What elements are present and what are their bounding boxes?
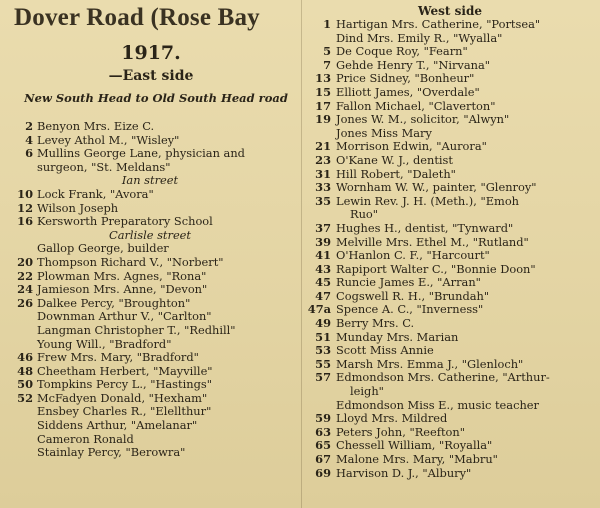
house-number: 16: [17, 215, 33, 229]
house-number: 49: [315, 317, 331, 331]
house-number: 39: [315, 235, 331, 249]
house-number: 31: [315, 167, 331, 181]
directory-entry: [0, 365, 300, 379]
resident-text: Jones W. M., solicitor, "Alwyn": [336, 113, 510, 127]
directory-entry: [0, 324, 300, 338]
directory-entry: [302, 236, 598, 250]
resident-text: Cameron Ronald: [37, 432, 134, 446]
directory-entry: [0, 188, 300, 202]
resident-text: Hartigan Mrs. Catherine, "Portsea": [336, 18, 541, 31]
directory-entry: [0, 392, 300, 406]
resident-text: O'Hanlon C. F., "Harcourt": [336, 249, 490, 263]
directory-entry: [0, 120, 300, 134]
resident-text: Levey Athol M., "Wisley": [37, 133, 180, 147]
house-number: 24: [17, 283, 33, 297]
directory-entry: [302, 385, 598, 399]
directory-entry: [0, 405, 300, 419]
directory-entry: [302, 276, 598, 290]
resident-text: Cheetham Herbert, "Mayville": [37, 364, 213, 378]
directory-entry: [302, 154, 598, 168]
west-side-entries: [302, 18, 598, 480]
resident-text: Malone Mrs. Mary, "Mabru": [336, 453, 498, 466]
house-number: 12: [17, 201, 33, 215]
resident-text: O'Kane W. J., dentist: [336, 153, 453, 167]
resident-text: surgeon, "St. Meldans": [37, 160, 171, 174]
resident-text: Gallop George, builder: [37, 242, 169, 256]
resident-text: Jones Miss Mary: [336, 126, 432, 140]
directory-entry: [302, 467, 598, 481]
resident-text: De Coque Roy, "Fearn": [336, 45, 468, 59]
resident-text: Frew Mrs. Mary, "Bradford": [37, 351, 199, 365]
resident-text: Edmondson Miss E., music teacher: [336, 398, 539, 412]
house-number: 67: [315, 453, 331, 466]
directory-entry: [302, 140, 598, 154]
west-side-heading: West side: [418, 4, 482, 18]
house-number: 37: [315, 221, 331, 235]
resident-text: Thompson Richard V., "Norbert": [37, 255, 224, 269]
directory-entry: [0, 147, 300, 161]
house-number: 15: [315, 85, 331, 99]
resident-text: Cogswell R. H., "Brundah": [336, 289, 490, 303]
directory-entry: [302, 426, 598, 440]
house-number: 4: [25, 133, 33, 147]
resident-text: Price Sidney, "Bonheur": [336, 72, 475, 86]
directory-year: 1917.: [121, 42, 181, 64]
resident-text: Edmondson Mrs. Catherine, "Arthur-: [336, 371, 550, 385]
resident-text: Dalkee Percy, "Broughton": [37, 296, 191, 310]
resident-text: Dind Mrs. Emily R., "Wyalla": [336, 31, 503, 45]
directory-entry: [302, 290, 598, 304]
house-number: 13: [315, 72, 331, 86]
resident-text: Young Will., "Bradford": [37, 337, 172, 351]
house-number: 43: [315, 262, 331, 276]
directory-entry: [302, 195, 598, 209]
directory-entry: [302, 453, 598, 467]
directory-entry: [302, 439, 598, 453]
resident-text: Lloyd Mrs. Mildred: [336, 412, 448, 426]
directory-entry: [302, 113, 598, 127]
street-title: Dover Road (Rose Bay: [14, 4, 260, 31]
house-number: 47: [315, 289, 331, 303]
resident-text: Rapiport Walter C., "Bonnie Doon": [336, 262, 536, 276]
house-number: 21: [315, 140, 331, 154]
house-number: 1: [323, 18, 331, 31]
resident-text: Scott Miss Annie: [336, 344, 434, 358]
directory-entry: [302, 371, 598, 385]
cross-street-label: Ian street: [121, 173, 179, 188]
directory-entry: [0, 256, 300, 270]
house-number: 52: [17, 391, 33, 405]
resident-text: Siddens Arthur, "Amelanar": [37, 419, 198, 433]
resident-text: Wilson Joseph: [37, 201, 119, 215]
directory-entry: [302, 222, 598, 236]
house-number: 23: [315, 153, 331, 167]
house-number: 69: [315, 466, 331, 480]
house-number: 6: [25, 147, 33, 161]
house-number: 53: [315, 344, 331, 358]
resident-text: Kersworth Preparatory School: [37, 215, 213, 229]
directory-entry: [302, 249, 598, 263]
east-side-heading: —East side: [108, 68, 194, 84]
cross-street-label: Carlisle street: [108, 227, 191, 242]
directory-entry: [302, 303, 598, 317]
house-number: 45: [315, 276, 331, 290]
directory-entry: [302, 86, 598, 100]
directory-entry: [302, 168, 598, 182]
resident-text: Gehde Henry T., "Nirvana": [336, 58, 491, 72]
house-number: 41: [315, 249, 331, 263]
directory-entry: [0, 270, 300, 284]
resident-text: Mullins George Lane, physician and: [37, 147, 245, 161]
house-number: 59: [315, 412, 331, 426]
resident-text: Plowman Mrs. Agnes, "Rona": [37, 269, 207, 283]
directory-entry: [0, 338, 300, 352]
resident-text: Fallon Michael, "Claverton": [336, 99, 496, 113]
resident-text: Jamieson Mrs. Anne, "Devon": [37, 283, 208, 297]
directory-entry: [0, 433, 300, 447]
resident-text: Ensbey Charles R., "Elellthur": [37, 405, 212, 419]
house-number: 7: [323, 58, 331, 72]
directory-entry: [302, 263, 598, 277]
resident-text: Hughes H., dentist, "Tynward": [336, 221, 514, 235]
resident-text: Spence A. C., "Inverness": [336, 303, 484, 317]
house-number: 2: [25, 120, 33, 133]
house-number: 5: [323, 45, 331, 59]
resident-text: Downman Arthur V., "Carlton": [37, 310, 212, 324]
directory-entry: [302, 358, 598, 372]
directory-entry: [302, 127, 598, 141]
house-number: 48: [17, 364, 33, 378]
house-number: 22: [17, 269, 33, 283]
resident-text: Wornham W. W., painter, "Glenroy": [336, 181, 537, 195]
directory-entry: [302, 100, 598, 114]
directory-entry: [302, 412, 598, 426]
house-number: 57: [315, 371, 331, 385]
resident-text: Hill Robert, "Daleth": [336, 167, 456, 181]
resident-text: Chessell William, "Royalla": [336, 439, 493, 453]
directory-entry: [0, 351, 300, 365]
directory-entry: [0, 378, 300, 392]
directory-entry: [302, 32, 598, 46]
directory-entry: [0, 283, 300, 297]
resident-text: leigh": [350, 385, 384, 399]
house-number: 55: [315, 357, 331, 371]
east-side-entries: [0, 120, 300, 460]
resident-text: Lock Frank, "Avora": [37, 187, 154, 201]
house-number: 47a: [307, 303, 331, 317]
resident-text: Benyon Mrs. Eize C.: [37, 120, 155, 133]
house-number: 46: [17, 351, 33, 365]
directory-entry: [302, 181, 598, 195]
house-number: 65: [315, 439, 331, 453]
route-description: New South Head to Old South Head road: [24, 91, 288, 105]
house-number: 10: [17, 187, 33, 201]
directory-entry: [0, 310, 300, 324]
resident-text: Ruo": [350, 208, 379, 222]
directory-entry: [302, 317, 598, 331]
directory-entry: [302, 72, 598, 86]
resident-text: Berry Mrs. C.: [336, 317, 415, 331]
resident-text: Stainlay Percy, "Berowra": [37, 446, 186, 460]
directory-entry: [302, 45, 598, 59]
resident-text: Lewin Rev. J. H. (Meth.), "Emoh: [336, 194, 520, 208]
directory-entry: [0, 134, 300, 148]
resident-text: Tompkins Percy L., "Hastings": [37, 378, 212, 392]
house-number: 17: [315, 99, 331, 113]
house-number: 19: [315, 113, 331, 127]
directory-entry: [0, 161, 300, 175]
resident-text: Runcie James E., "Arran": [336, 276, 481, 290]
resident-text: Melville Mrs. Ethel M., "Rutland": [336, 235, 529, 249]
house-number: 51: [315, 330, 331, 344]
directory-entry: [0, 419, 300, 433]
resident-text: Peters John, "Reefton": [336, 425, 465, 439]
directory-entry: [0, 446, 300, 460]
resident-text: McFadyen Donald, "Hexham": [37, 391, 208, 405]
house-number: 50: [17, 378, 33, 392]
directory-entry: [0, 242, 300, 256]
directory-entry: [0, 202, 300, 216]
house-number: 20: [17, 255, 33, 269]
directory-entry: [0, 215, 300, 229]
directory-entry: [302, 59, 598, 73]
resident-text: Langman Christopher T., "Redhill": [37, 323, 236, 337]
resident-text: Marsh Mrs. Emma J., "Glenloch": [336, 357, 524, 371]
house-number: 33: [315, 181, 331, 195]
directory-entry: [0, 297, 300, 311]
resident-text: Harvison D. J., "Albury": [336, 466, 472, 480]
directory-entry: [302, 208, 598, 222]
directory-entry: [302, 331, 598, 345]
resident-text: Morrison Edwin, "Aurora": [336, 140, 487, 154]
directory-entry: [302, 399, 598, 413]
house-number: 35: [315, 194, 331, 208]
house-number: 26: [17, 296, 33, 310]
directory-entry: [302, 18, 598, 32]
resident-text: Elliott James, "Overdale": [336, 85, 480, 99]
directory-entry: [302, 344, 598, 358]
resident-text: Munday Mrs. Marian: [336, 330, 459, 344]
house-number: 63: [315, 425, 331, 439]
